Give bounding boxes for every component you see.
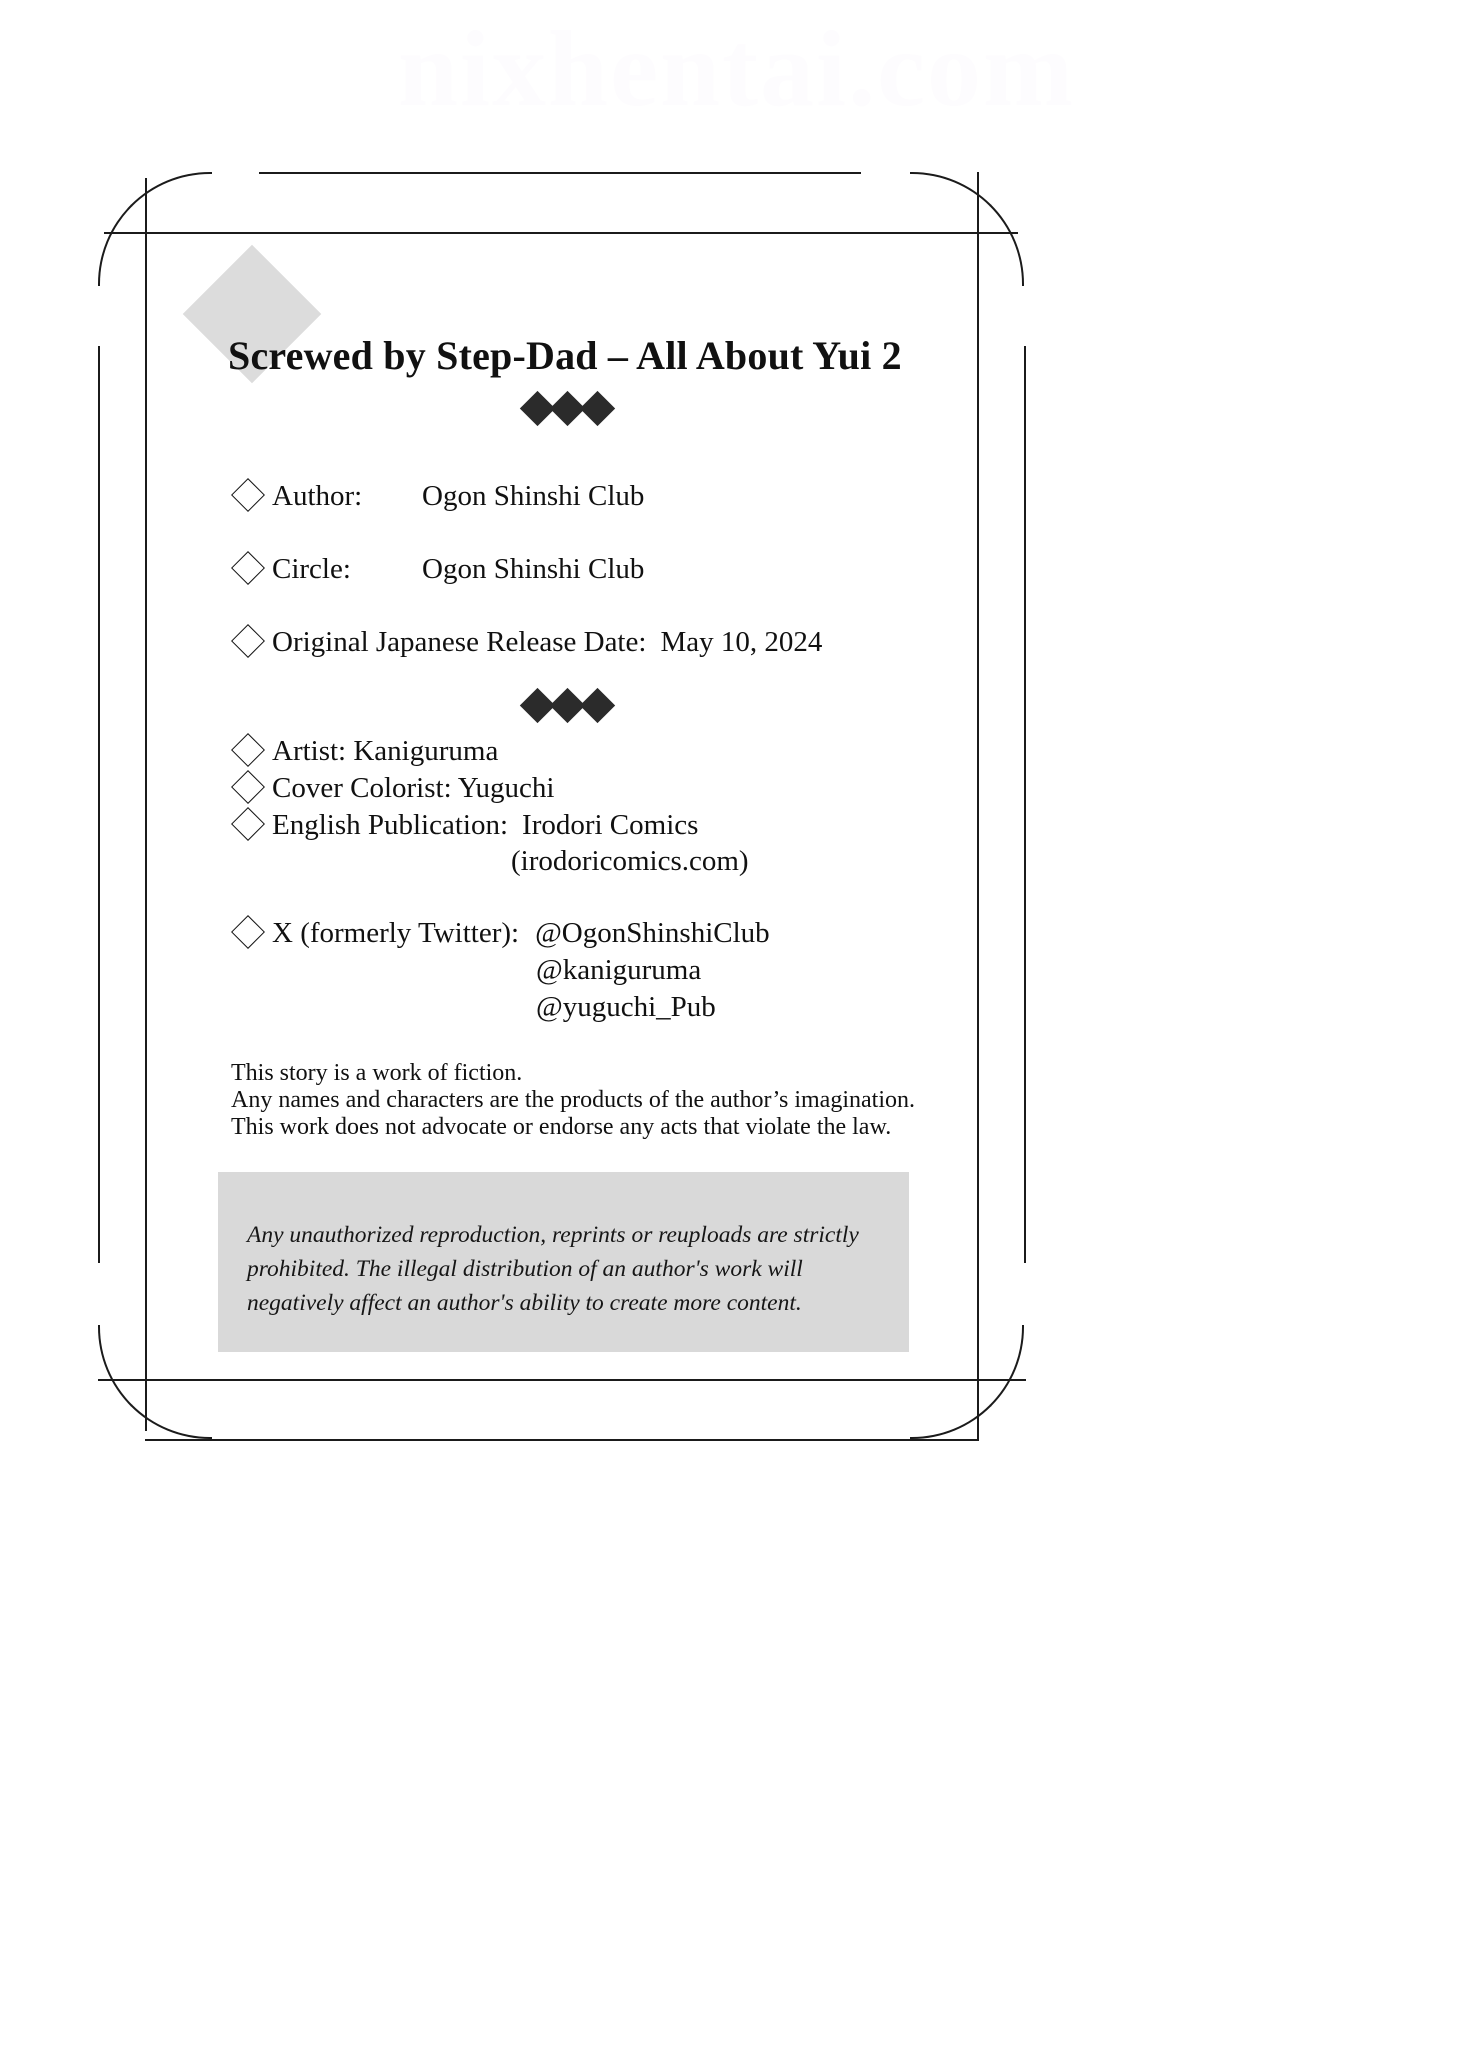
piracy-notice-text: Any unauthorized reproduction, reprints or reuploads are strictly prohibited. The illegal distribution of an author's work will negatively affect an author's ability to create more content. — [247, 1222, 859, 1316]
credit-label-release-date: Original Japanese Release Date: — [272, 626, 647, 658]
open-diamond-icon — [231, 915, 265, 949]
credit-label-author: Author: — [272, 480, 363, 512]
credit-label-social: X (formerly Twitter): — [272, 917, 520, 949]
social-handle-tertiary: @yuguchi_Pub — [536, 991, 716, 1023]
filled-diamond-icon — [580, 688, 615, 723]
fiction-disclaimer-line: This story is a work of fiction. — [231, 1060, 523, 1086]
credit-label-english-publication: English Publication: — [272, 809, 509, 841]
credit-row-english-publication — [236, 809, 698, 842]
fiction-disclaimer — [231, 1060, 915, 1141]
social-handle-primary: @OgonShinshiClub — [535, 917, 770, 949]
credit-row-social — [236, 917, 770, 950]
social-handle-secondary: @kaniguruma — [536, 954, 702, 986]
credit-row-cover-colorist — [236, 772, 554, 805]
publisher-website: (irodoricomics.com) — [511, 845, 749, 877]
diamond-separator-top — [525, 396, 610, 421]
diamond-separator-bottom — [525, 693, 610, 718]
credit-label-circle: Circle: — [272, 553, 351, 585]
open-diamond-icon — [231, 733, 265, 767]
credit-value-english-publication: Irodori Comics — [522, 809, 699, 841]
credit-label-cover-colorist: Cover Colorist: Yuguchi — [272, 772, 555, 804]
open-diamond-icon — [231, 807, 265, 841]
page-title: Screwed by Step-Dad – All About Yui 2 — [228, 332, 902, 378]
credit-value-author: Ogon Shinshi Club — [422, 480, 645, 512]
credit-row-artist — [236, 735, 498, 768]
open-diamond-icon — [231, 770, 265, 804]
open-diamond-icon — [231, 478, 265, 512]
credit-row-circle — [236, 553, 644, 586]
open-diamond-icon — [231, 551, 265, 585]
credit-value-release-date: May 10, 2024 — [660, 626, 823, 658]
site-watermark: nixhentai.com — [397, 10, 1075, 129]
fiction-disclaimer-line: Any names and characters are the products of the author’s imagination. — [231, 1087, 915, 1113]
credit-value-circle: Ogon Shinshi Club — [422, 553, 645, 585]
filled-diamond-icon — [580, 391, 615, 426]
fiction-disclaimer-line: This work does not advocate or endorse any acts that violate the law. — [231, 1114, 892, 1140]
open-diamond-icon — [231, 624, 265, 658]
credit-label-artist: Artist: Kaniguruma — [272, 735, 499, 767]
credit-row-release-date — [236, 626, 822, 659]
credit-row-author — [236, 480, 644, 513]
